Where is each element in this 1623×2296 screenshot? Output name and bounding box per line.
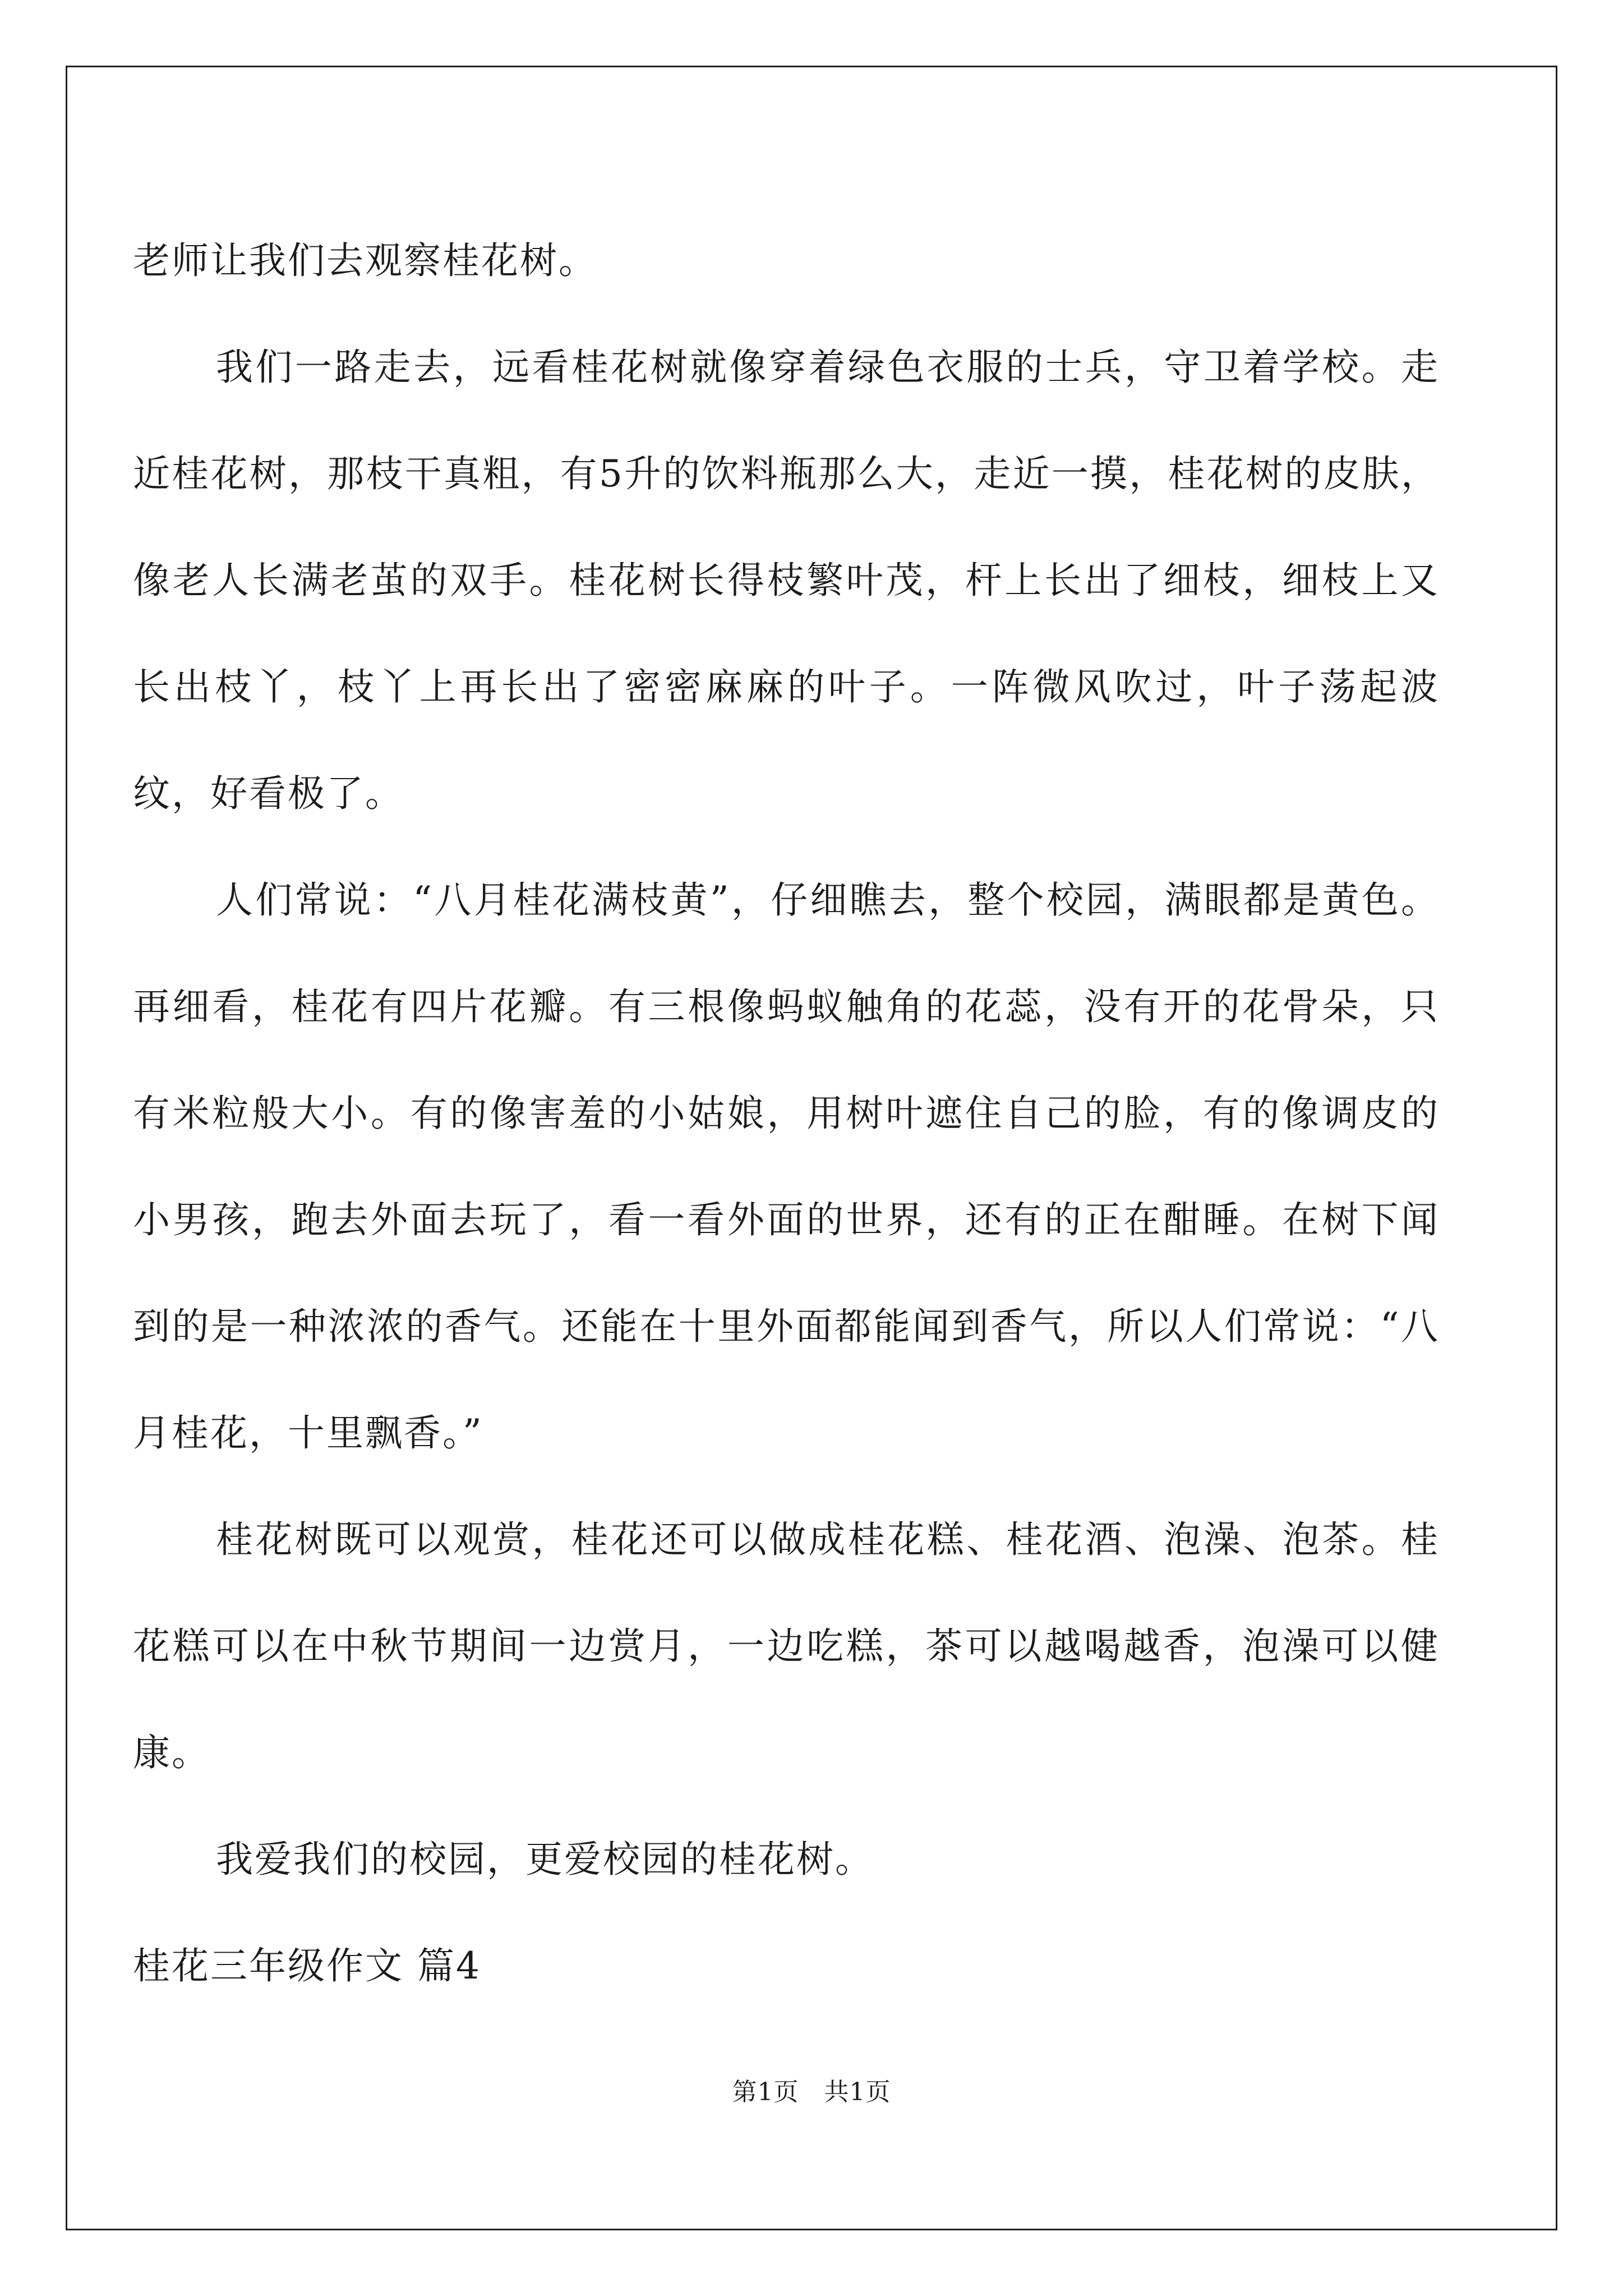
- paragraph-intro: 老师让我们去观察桂花树。: [133, 239, 597, 282]
- document-body: [133, 208, 1440, 2019]
- paragraph-trunk: 我们一路走去，远看桂花树就像穿着绿色衣服的士兵，守卫着学校。走近桂花树，那枝干真粗，有5升的饮料瓶那么大，走近一摸，桂花树的皮肤，像老人长满老茧的双手。桂花树长得枝繁叶茂，杆上长出了细枝，细枝上又长出枝丫，枝丫上再长出了密密麻麻的叶子。一阵微风吹过，叶子荡起波纹，好看极了。: [133, 346, 1440, 815]
- paragraph-uses: 桂花树既可以观赏，桂花还可以做成桂花糕、桂花酒、泡澡、泡茶。桂花糕可以在中秋节期间一边赏月，一边吃糕，茶可以越喝越香，泡澡可以健康。: [133, 1518, 1440, 1774]
- paragraph-flowers: 人们常说：“八月桂花满枝黄”，仔细瞧去，整个校园，满眼都是黄色。再细看，桂花有四片花瓣。有三根像蚂蚁触角的花蕊，没有开的花骨朵，只有米粒般大小。有的像害羞的小姑娘，用树叶遮住自己的脸，有的像调皮的小男孩，跑去外面去玩了，看一看外面的世界，还有的正在酣睡。在树下闻到的是一种浓浓的香气。还能在十里外面都能闻到香气，所以人们常说：“八月桂花，十里飘香。”: [133, 878, 1440, 1455]
- page-number: 第1页 共1页: [732, 2078, 891, 2106]
- paragraph-closing: 我爱我们的校园，更爱校园的桂花树。: [216, 1838, 874, 1881]
- section-heading: 桂花三年级作文 篇4: [133, 1944, 481, 1987]
